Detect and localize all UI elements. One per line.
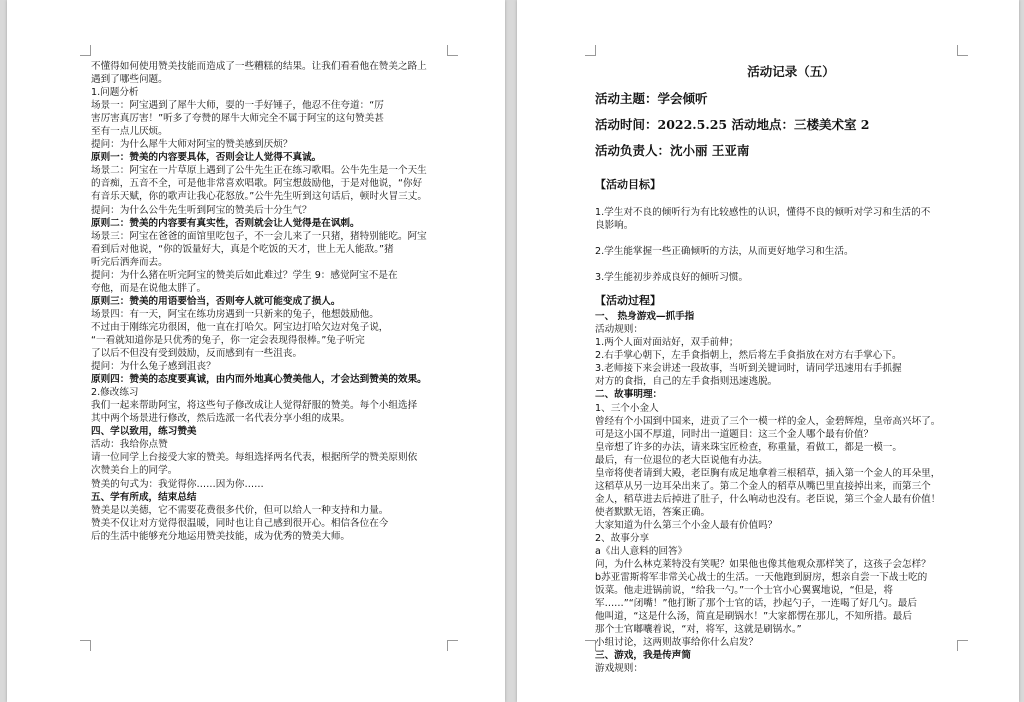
text-line: 1、三个小金人 [595, 402, 659, 414]
text-line: 场景三：阿宝在爸爸的面馆里吃包子，不一会儿来了一只猪，猪特别能吃。阿宝 [91, 230, 427, 242]
process-heading: 【活动过程】 [595, 294, 661, 308]
right-page-body [595, 62, 967, 676]
section-heading-line: 一、 热身游戏—抓手指 [595, 311, 695, 323]
text-line: 看到后对他说，“你的饭量好大，真是个吃饭的天才，世上无人能敌。”猪 [91, 243, 394, 255]
page-corner-mark [957, 45, 968, 56]
page-corner-mark [585, 45, 596, 56]
text-line: 最后，有一位退位的老大臣说他有办法。 [595, 454, 768, 466]
text-line: 次赞美台上的同学。 [91, 465, 178, 477]
text-line: 对方的食指，自己的左手食指则迅速逃脱。 [595, 376, 778, 388]
page-corner-mark [447, 45, 458, 56]
process-list [595, 310, 967, 675]
text-line: 这稻草从另一边耳朵出来了。第二个金人的稻草从嘴巴里直接掉出来，而第三个 [595, 480, 931, 492]
text-line: 良影响。 [595, 220, 634, 232]
text-line: 2.学生能掌握一些正确倾听的方法，从而更好地学习和生活。 [595, 246, 854, 258]
text-line: 至有一点儿厌烦。 [91, 126, 168, 138]
section-heading-line: 原则二：赞美的内容要有真实性，否则就会让人觉得是在讽刺。 [91, 217, 360, 229]
text-line: 后的生活中能够充分地运用赞美技能，成为优秀的赞美大师。 [91, 530, 351, 542]
goals-heading: 【活动目标】 [595, 178, 661, 191]
text-line: 1.学生对不良的倾听行为有比较感性的认识，懂得不良的倾听对学习和生活的不 [595, 207, 931, 218]
text-line: 军……”“闭嘴！”他打断了那个士官的话，抄起勺子，一连喝了好几勺。最后 [595, 598, 917, 610]
activity-theme: 活动主题：学会倾听 [595, 91, 708, 106]
text-line: 场景四：有一天，阿宝在练功房遇到一只新来的兔子，他想鼓励他。 [91, 308, 379, 320]
text-line: 我们一起来帮助阿宝，将这些句子修改成让人觉得舒服的赞美。每个小组选择 [91, 400, 418, 412]
text-line: 活动：我给你点赞 [91, 439, 168, 451]
text-line: 皇帝想了许多的办法，请来珠宝匠检查，称重量，看做工，都是一模一。 [595, 441, 902, 453]
text-line: 饭菜。他走进锅前说，“给我一勺。”一个士官小心翼翼地说，“但是，将 [595, 585, 893, 597]
text-line: 那个士官嘟囔着说，“对，将军，这就是刷锅水。” [595, 624, 802, 636]
text-line: 曾经有个小国到中国来，进贡了三个一模一样的金人，金碧辉煌，皇帝高兴坏了。 [595, 415, 941, 427]
text-line: 听完后洒奔而去。 [91, 256, 168, 268]
left-page-body [91, 60, 451, 543]
text-line: 2.修改练习 [91, 387, 139, 399]
text-line: b苏亚雷斯将军非常关心战士的生活。一天他跑到厨房，想亲自尝一下战士吃的 [595, 572, 928, 584]
text-line: 场景二：阿宝在一片草原上遇到了公牛先生正在练习歌唱。公牛先生是一个天生 [91, 165, 427, 177]
text-line: 提问：为什么兔子感到沮丧？ [91, 361, 216, 373]
text-line: 大家知道为什么第三个小金人最有价值吗？ [595, 519, 778, 531]
text-line: 提问：为什么公牛先生听到阿宝的赞美后十分生气？ [91, 204, 312, 216]
page-corner-mark [80, 640, 91, 651]
section-heading-line: 三、游戏，我是传声筒 [595, 650, 691, 662]
text-line: 他叫道，“这是什么汤，简直是刷锅水！”大家都愣在那儿，不知所措。最后 [595, 611, 912, 623]
section-heading-line: 二、故事明理： [595, 389, 663, 401]
text-line: 1.问题分析 [91, 87, 139, 99]
text-line: 2、故事分享 [595, 532, 650, 544]
text-line: 1.两个人面对面站好，双手前伸； [595, 337, 739, 349]
section-heading-line: 原则三：赞美的用语要恰当，否则夸人就可能变成了损人。 [91, 295, 341, 307]
text-line: 活动规则： [595, 324, 643, 336]
section-heading-line: 原则四：赞美的态度要真诚，由内而外地真心赞美他人，才会达到赞美的效果。 [91, 374, 427, 386]
document-page-right [517, 0, 1019, 702]
section-heading-line: 四、学以致用，练习赞美 [91, 426, 197, 438]
record-title: 活动记录（五） [747, 64, 835, 79]
text-line: 可是这小国不厚道，同时出一道题目：这三个金人哪个最有价值？ [595, 428, 874, 440]
text-line: “一看就知道你是只优秀的兔子，你一定会表现得很棒。”兔子听完 [91, 334, 365, 346]
text-line: 请一位同学上台接受大家的赞美。每组选择两名代表，根据所学的赞美原则依 [91, 452, 418, 464]
text-line: 问，为什么林克莱特没有笑呢？如果他也像其他观众那样笑了，这孩子会怎样？ [595, 559, 931, 571]
text-line: 害厉害真厉害！”听多了夸赞的犀牛大师完全不属于阿宝的这句赞美甚 [91, 113, 384, 125]
document-page-left [7, 0, 505, 702]
text-line: 不过由于刚练完功很困，他一直在打哈欠。阿宝边打哈欠边对兔子说， [91, 321, 389, 333]
text-line: 皇帝将使者请到大殿，老臣胸有成足地拿着三根稻草，插入第一个金人的耳朵里， [595, 467, 941, 479]
goals-list [595, 206, 967, 284]
activity-leaders: 活动负责人：沈小丽 王亚南 [595, 143, 750, 158]
text-line: 小组讨论，这两则故事给你什么启发？ [595, 637, 759, 649]
text-line: 场景一：阿宝遇到了犀牛大师，耍的一手好锤子，他忍不住夸道：“厉 [91, 100, 384, 112]
text-line: 了以后不但没有受到鼓励，反而感到有一些沮丧。 [91, 348, 303, 360]
text-line: 其中两个场景进行修改，然后选派一名代表分享小组的成果。 [91, 413, 351, 425]
page-corner-mark [447, 640, 458, 651]
text-line: 遇到了哪些问题。 [91, 74, 168, 86]
page-corner-mark [80, 45, 91, 56]
text-line: 不懂得如何使用赞美技能而造成了一些糟糕的结果。让我们看看他在赞美之路上 [91, 61, 427, 72]
text-line: 赞美不仅让对方觉得很温暖，同时也让自己感到很开心。相信各位在今 [91, 517, 389, 529]
text-line: a《出人意料的回答》 [595, 546, 688, 558]
section-heading-line: 五、学有所成，结束总结 [91, 491, 197, 503]
text-line: 夸他，而是在说他太胖了。 [91, 282, 207, 294]
section-heading-line: 原则一：赞美的内容要具体，否则会让人觉得不真诚。 [91, 152, 322, 164]
activity-time-place: 活动时间：2022.5.25 活动地点：三楼美术室 2 [595, 117, 870, 132]
text-line: 的音痴，五音不全，可是他非常喜欢唱歌。阿宝想鼓励他，于是对他说，“你好 [91, 178, 423, 190]
text-line: 游戏规则： [595, 663, 643, 675]
text-line: 3.老师接下来会讲述一段故事，当听到关键词时，请同学迅速用右手抓握 [595, 363, 902, 375]
text-line: 有音乐天赋，你的歌声让我心花怒放。”公牛先生听到这句话后，顿时火冒三丈。 [91, 191, 427, 203]
text-line: 2.右手掌心朝下，左手食指朝上，然后将左手食指放在对方右手掌心下。 [595, 350, 902, 362]
text-line: 3.学生能初步养成良好的倾听习惯。 [595, 272, 749, 284]
text-line: 赞美的句式为：我觉得你……因为你…… [91, 478, 264, 490]
text-line: 赞美是以美德，它不需要花费很多代价，但可以给人一种支持和力量。 [91, 504, 389, 516]
text-line: 使者默默无语，答案正确。 [595, 506, 711, 518]
text-line: 提问：为什么猪在听完阿宝的赞美后如此难过？学生 9：感觉阿宝不是在 [91, 269, 398, 281]
text-line: 提问：为什么犀牛大师对阿宝的赞美感到厌烦？ [91, 139, 293, 151]
text-line: 金人，稻草进去后掉进了肚子，什么响动也没有。老臣说，第三个金人最有价值！ [595, 493, 941, 505]
